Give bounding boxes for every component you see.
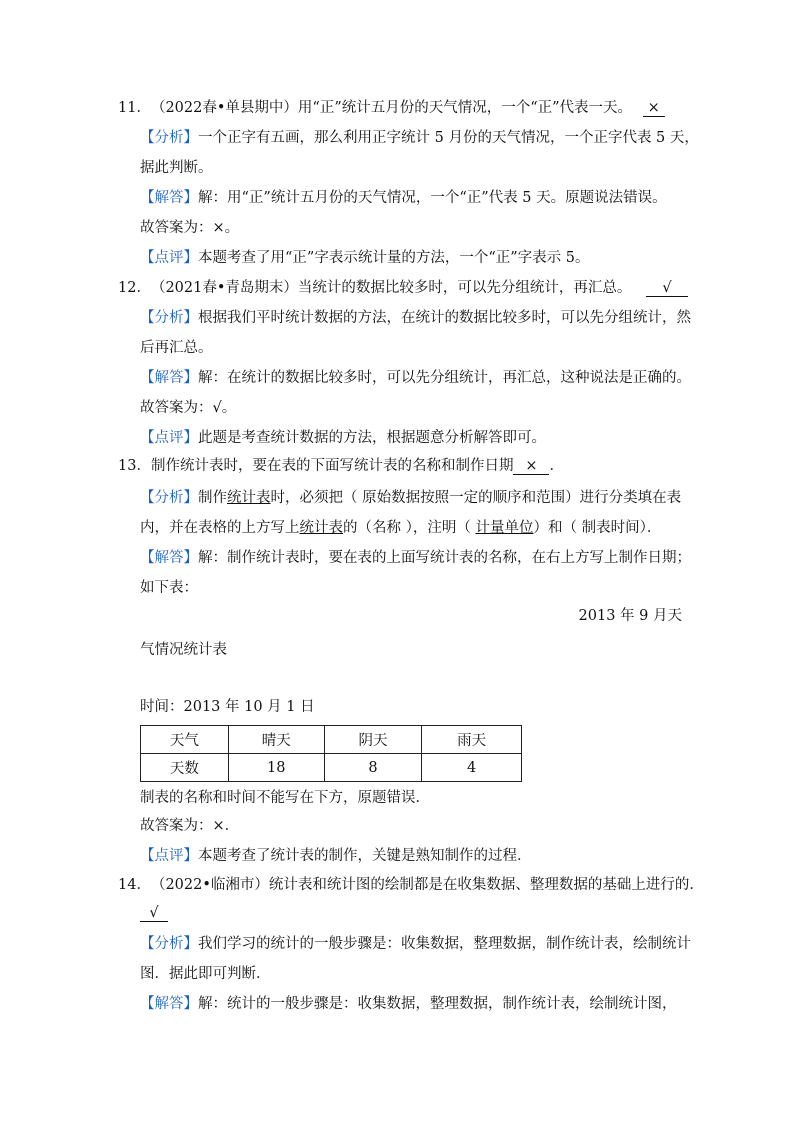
q13-conclusion: 制表的名称和时间不能写在下方，原题错误． — [140, 790, 430, 806]
q13-table-title: 气情况统计表 — [140, 642, 227, 658]
q12-analysis-1: 根据我们平时统计数据的方法，在统计的数据比较多时，可以先分组统计，然 — [198, 310, 691, 326]
q12-solution-line — [140, 368, 800, 388]
q14-answer: √ — [140, 905, 168, 922]
q11-analysis-1: 一个正字有五画，那么利用正字统计 5 月份的天气情况，一个正字代表 5 天， — [198, 130, 699, 146]
q13-final: 故答案为：×． — [140, 818, 240, 834]
q13-date-right: 2013 年 9 月天 — [578, 608, 682, 624]
q14-solution-line — [140, 994, 800, 1014]
q14-stem-line — [118, 875, 800, 895]
q13-stem-line — [118, 456, 800, 476]
q11-answer: × — [643, 100, 665, 117]
q13-solution-line — [140, 548, 800, 568]
q11-solution-line — [140, 188, 800, 208]
q14-analysis-tag: 【分析】 — [140, 936, 198, 952]
q11-comment: 本题考查了用“正”字表示统计量的方法，一个“正”字表示 5。 — [198, 250, 590, 266]
q13-solution-tag: 【解答】 — [140, 550, 198, 566]
q13-analysis-c: 内，并在表格的上方写上 — [140, 520, 300, 536]
q13-analysis-b: 时，必须把（ 原始数据按照一定的顺序和范围）进行分类填在表 — [270, 490, 682, 506]
q11-stem-line — [118, 98, 800, 118]
q13-analysis-line2 — [140, 518, 800, 538]
q13-analysis-e: ）和（ 制表时间）． — [533, 520, 662, 536]
q14-analysis-1: 我们学习的统计的一般步骤是：收集数据，整理数据，制作统计表，绘制统计 — [198, 936, 691, 952]
q13-stem-end: ． — [549, 458, 564, 474]
q13-answer: × — [513, 458, 549, 475]
weather-stats-table — [140, 725, 522, 782]
table-row — [141, 754, 522, 782]
q13-solution-2: 如下表： — [140, 580, 198, 596]
q14-solution-tag: 【解答】 — [140, 996, 198, 1012]
q12-comment-tag: 【点评】 — [140, 430, 198, 446]
q13-analysis-underline-3: 计量单位 — [475, 520, 534, 536]
table-cell: 天气 — [141, 726, 229, 754]
q11-solution-tag: 【解答】 — [140, 190, 198, 206]
table-cell: 4 — [422, 754, 522, 782]
q13-analysis-tag: 【分析】 — [140, 490, 198, 506]
q12-stem: （2021春•青岛期末）当统计的数据比较多时，可以先分组统计，再汇总。 — [150, 280, 632, 296]
q12-analysis-tag: 【分析】 — [140, 310, 198, 326]
q12-solution-tag: 【解答】 — [140, 370, 198, 386]
table-header-row — [141, 726, 522, 754]
q14-analysis-line1 — [140, 934, 800, 954]
table-cell: 雨天 — [422, 726, 522, 754]
q13-analysis-d: 的（名称 ），注明（ — [343, 520, 476, 536]
q12-stem-line — [118, 278, 800, 298]
q13-analysis-underline-2: 统计表 — [299, 520, 343, 536]
q11-solution: 解：用“正”统计五月份的天气情况，一个“正”代表 5 天。原题说法错误。 — [198, 190, 667, 206]
table-cell: 8 — [324, 754, 422, 782]
table-cell: 18 — [228, 754, 324, 782]
q12-answer: √ — [646, 280, 688, 297]
q11-analysis-line2: 据此判断。 — [140, 160, 213, 176]
q12-analysis-line2: 后再汇总。 — [140, 340, 213, 356]
q13-solution: 解：制作统计表时，要在表的上面写统计表的名称，在右上方写上制作日期； — [198, 550, 691, 566]
q12-solution: 解：在统计的数据比较多时，可以先分组统计，再汇总，这种说法是正确的。 — [198, 370, 691, 386]
q13-comment-line — [140, 846, 800, 866]
q13-comment-tag: 【点评】 — [140, 848, 198, 864]
q13-analysis-a: 制作 — [198, 490, 227, 506]
q13-comment: 本题考查了统计表的制作，关键是熟知制作的过程． — [198, 848, 532, 864]
q13-analysis-underline-1: 统计表 — [227, 490, 271, 506]
q11-final: 故答案为：×。 — [140, 220, 240, 236]
q12-comment: 此题是考查统计数据的方法，根据题意分析解答即可。 — [198, 430, 546, 446]
q11-analysis-tag: 【分析】 — [140, 130, 198, 146]
q11-number: 11． — [118, 100, 151, 116]
q12-analysis-line1 — [140, 308, 800, 328]
q13-stem: 制作统计表时，要在表的下面写统计表的名称和制作日期 — [150, 458, 514, 474]
q13-analysis-line1 — [140, 488, 800, 508]
q11-analysis-line1 — [140, 128, 800, 148]
table-cell: 天数 — [141, 754, 229, 782]
q14-analysis-line2: 图．据此即可判断． — [140, 966, 271, 982]
table-cell: 阴天 — [324, 726, 422, 754]
q14-number: 14． — [118, 877, 151, 893]
q12-comment-line — [140, 428, 800, 448]
q14-solution: 解：统计的一般步骤是：收集数据，整理数据，制作统计表，绘制统计图， — [198, 996, 677, 1012]
q14-stem: （2022•临湘市）统计表和统计图的绘制都是在收集数据、整理数据的基础上进行的． — [150, 877, 704, 893]
q12-final: 故答案为：√。 — [140, 400, 237, 416]
q13-time-label: 时间：2013 年 10 月 1 日 — [140, 699, 315, 715]
q12-number: 12． — [118, 280, 151, 296]
q13-number: 13． — [118, 458, 151, 474]
q11-comment-tag: 【点评】 — [140, 250, 198, 266]
q14-answer-line — [140, 903, 800, 923]
q11-comment-line — [140, 248, 800, 268]
table-cell: 晴天 — [228, 726, 324, 754]
q11-stem: （2022春•单县期中）用“正”统计五月份的天气情况，一个“正”代表一天。 — [150, 100, 633, 116]
